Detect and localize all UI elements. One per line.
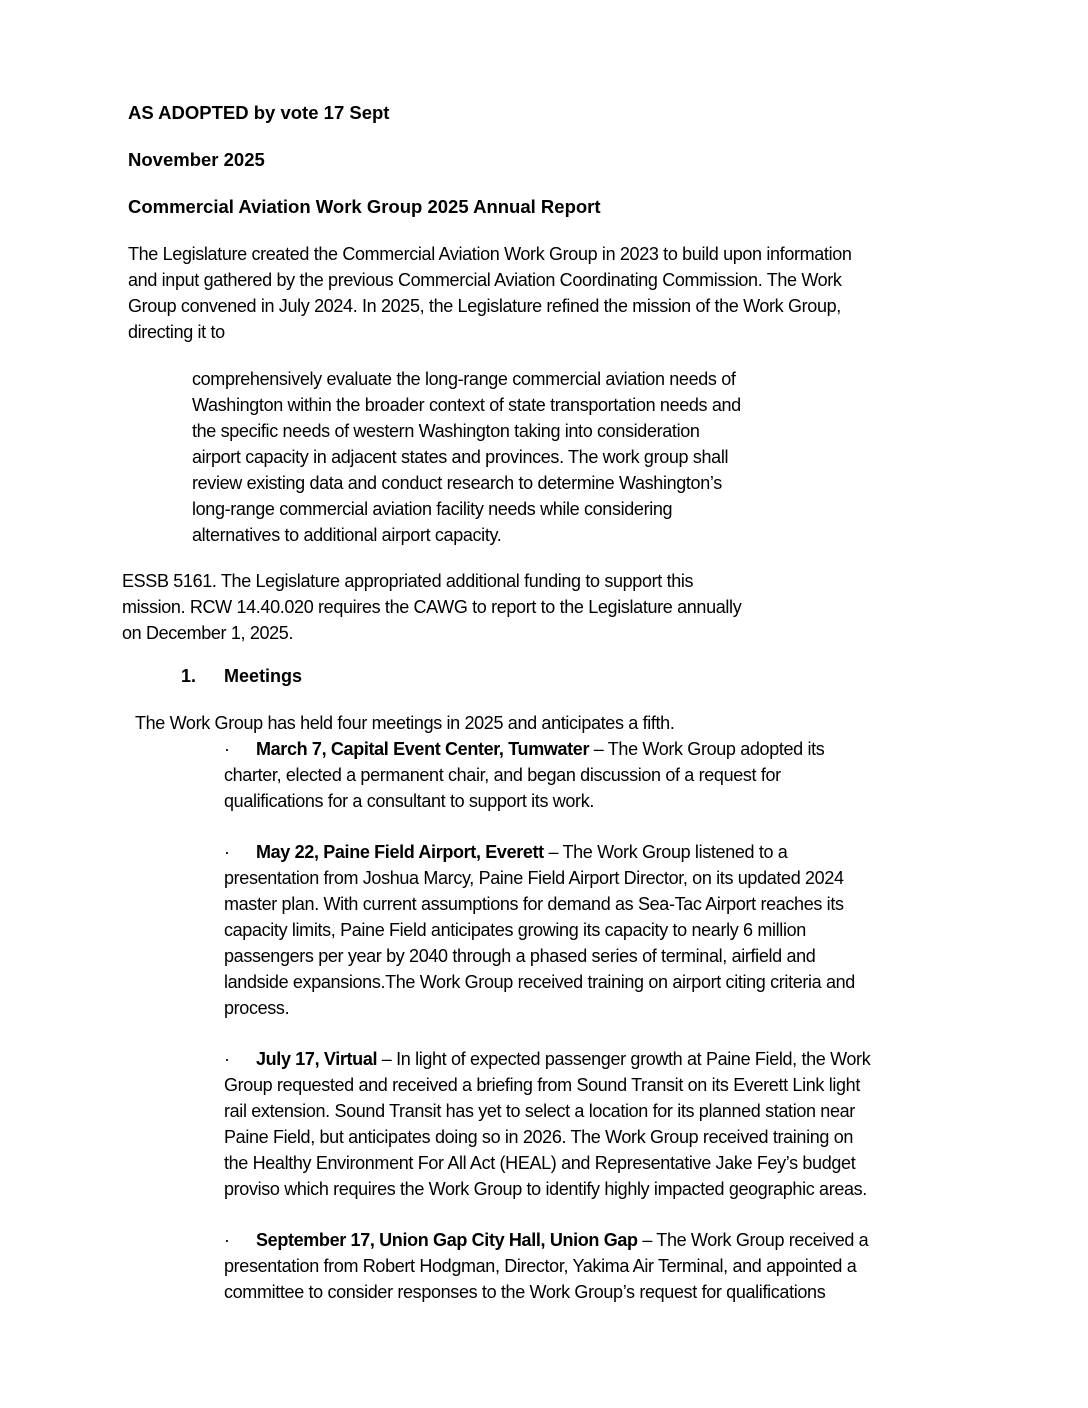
meeting-line: Group requested and received a briefing from Sound Transit on its Everett Link light xyxy=(224,1075,860,1095)
meeting-line: presentation from Robert Hodgman, Director, Yakima Air Terminal, and appointed a xyxy=(224,1256,857,1276)
meeting-line: rail extension. Sound Transit has yet to select a location for its planned station near xyxy=(224,1101,855,1121)
quote-line: alternatives to additional airport capacity. xyxy=(192,525,502,545)
meetings-intro: The Work Group has held four meetings in 2025 and anticipates a fifth. xyxy=(135,713,675,733)
bullet-icon: · xyxy=(224,739,230,759)
meeting-summary-start: – In light of expected passenger growth at Paine Field, the Work xyxy=(377,1049,871,1069)
section-heading-meetings xyxy=(181,663,302,689)
quote-line: review existing data and conduct research to determine Washington’s xyxy=(192,473,722,493)
intro-line: directing it to xyxy=(128,322,225,342)
meeting-line: proviso which requires the Work Group to identify highly impacted geographic areas. xyxy=(224,1179,867,1199)
legislative-mission-quote xyxy=(192,366,741,548)
meeting-first-line xyxy=(224,736,824,762)
section-title: Meetings xyxy=(224,666,303,686)
meeting-line: charter, elected a permanent chair, and began discussion of a request for xyxy=(224,765,781,785)
meeting-first-line xyxy=(224,1227,868,1253)
intro-line: Group convened in July 2024. In 2025, the Legislature refined the mission of the Work Group, xyxy=(128,296,841,316)
citation-line: ESSB 5161. The Legislature appropriated additional funding to support this xyxy=(122,571,694,591)
quote-line: comprehensively evaluate the long-range commercial aviation needs of xyxy=(192,369,736,389)
quote-line: the specific needs of western Washington taking into consideration xyxy=(192,421,700,441)
bullet-icon: · xyxy=(224,1230,230,1250)
intro-line: and input gathered by the previous Commercial Aviation Coordinating Commission. The Work xyxy=(128,270,842,290)
meeting-line: presentation from Joshua Marcy, Paine Field Airport Director, on its updated 2024 xyxy=(224,868,844,888)
adoption-status-line: AS ADOPTED by vote 17 Sept xyxy=(128,102,390,123)
citation-paragraph xyxy=(122,568,741,646)
quote-line: airport capacity in adjacent states and provinces. The work group shall xyxy=(192,447,729,467)
meeting-line: Paine Field, but anticipates doing so in 2026. The Work Group received training on xyxy=(224,1127,854,1147)
bullet-icon: · xyxy=(224,1049,230,1069)
meeting-line: passengers per year by 2040 through a phased series of terminal, airfield and xyxy=(224,946,816,966)
meeting-first-line xyxy=(224,1046,870,1072)
report-title: Commercial Aviation Work Group 2025 Annual Report xyxy=(128,196,601,217)
meeting-item-july-17 xyxy=(224,1046,870,1202)
meeting-item-september-17 xyxy=(224,1227,868,1305)
meeting-line: committee to consider responses to the Work Group’s request for qualifications xyxy=(224,1282,826,1302)
meeting-summary-start: – The Work Group adopted its xyxy=(589,739,825,759)
meeting-line: landside expansions.The Work Group received training on airport citing criteria and xyxy=(224,972,855,992)
meeting-line: the Healthy Environment For All Act (HEAL) and Representative Jake Fey’s budget xyxy=(224,1153,856,1173)
intro-paragraph xyxy=(128,241,852,345)
meeting-item-may-22 xyxy=(224,839,855,1021)
meeting-first-line xyxy=(224,839,855,865)
meeting-line: capacity limits, Paine Field anticipates growing its capacity to nearly 6 million xyxy=(224,920,806,940)
report-date: November 2025 xyxy=(128,149,265,170)
meeting-summary-start: – The Work Group received a xyxy=(637,1230,869,1250)
citation-line: mission. RCW 14.40.020 requires the CAWG to report to the Legislature annually xyxy=(122,597,742,617)
meeting-summary-start: – The Work Group listened to a xyxy=(543,842,788,862)
intro-line: The Legislature created the Commercial Aviation Work Group in 2023 to build upon information xyxy=(128,244,852,264)
meeting-line: qualifications for a consultant to support its work. xyxy=(224,791,594,811)
meeting-title: July 17, Virtual xyxy=(256,1049,378,1069)
meeting-title: March 7, Capital Event Center, Tumwater xyxy=(256,739,590,759)
quote-line: long-range commercial aviation facility needs while considering xyxy=(192,499,673,519)
meeting-title: May 22, Paine Field Airport, Everett xyxy=(256,842,544,862)
section-number: 1. xyxy=(181,666,197,686)
meeting-line: master plan. With current assumptions for demand as Sea-Tac Airport reaches its xyxy=(224,894,844,914)
bullet-icon: · xyxy=(224,842,230,862)
meeting-title: September 17, Union Gap City Hall, Union Gap xyxy=(256,1230,638,1250)
meeting-item-march-7 xyxy=(224,736,824,814)
citation-line: on December 1, 2025. xyxy=(122,623,294,643)
quote-line: Washington within the broader context of state transportation needs and xyxy=(192,395,741,415)
meeting-line: process. xyxy=(224,998,290,1018)
